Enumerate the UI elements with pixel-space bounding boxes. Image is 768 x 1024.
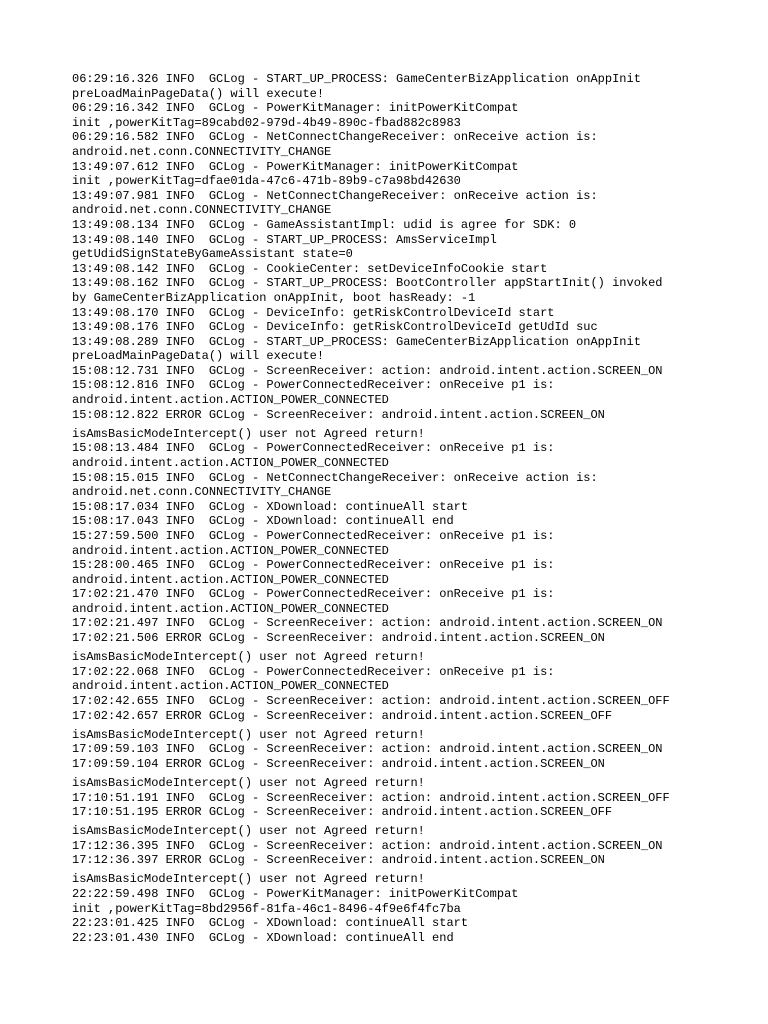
log-line: 17:02:42.657 ERROR GCLog - ScreenReceiver: android.intent.action.SCREEN_OFF: [72, 708, 613, 723]
log-line: 17:02:21.470 INFO GCLog - PowerConnectedReceiver: onReceive p1 is:: [72, 587, 555, 602]
log-line: 22:22:59.498 INFO GCLog - PowerKitManager: initPowerKitCompat: [72, 887, 519, 902]
log-line: android.intent.action.ACTION_POWER_CONNECTED: [72, 601, 389, 616]
log-line: 13:49:07.981 INFO GCLog - NetConnectChangeReceiver: onReceive action is:: [72, 188, 598, 203]
log-line: 15:08:13.484 INFO GCLog - PowerConnectedReceiver: onReceive p1 is:: [72, 441, 555, 456]
log-line: android.net.conn.CONNECTIVITY_CHANGE: [72, 144, 332, 159]
log-line: init ,powerKitTag=89cabd02-979d-4b49-890c-fbad882c8983: [72, 115, 461, 130]
log-line: 13:49:08.140 INFO GCLog - START_UP_PROCESS: AmsServiceImpl: [72, 232, 497, 247]
log-line: isAmsBasicModeIntercept() user not Agreed return!: [72, 426, 425, 441]
log-line: 22:23:01.425 INFO GCLog - XDownload: continueAll start: [72, 916, 469, 931]
log-line: 15:08:17.034 INFO GCLog - XDownload: continueAll start: [72, 499, 469, 514]
log-line: 15:08:12.731 INFO GCLog - ScreenReceiver: action: android.intent.action.SCREEN_ON: [72, 363, 663, 378]
log-line: 17:12:36.397 ERROR GCLog - ScreenReceiver: android.intent.action.SCREEN_ON: [72, 853, 605, 868]
log-line: preLoadMainPageData() will execute!: [72, 86, 325, 101]
log-text-block: [72, 72, 768, 945]
log-line: 13:49:08.170 INFO GCLog - DeviceInfo: getRiskControlDeviceId start: [72, 305, 555, 320]
log-line: 17:02:22.068 INFO GCLog - PowerConnectedReceiver: onReceive p1 is:: [72, 664, 555, 679]
log-line: 06:29:16.326 INFO GCLog - START_UP_PROCESS: GameCenterBizApplication onAppInit: [72, 72, 641, 86]
log-line: preLoadMainPageData() will execute!: [72, 349, 325, 364]
log-line: 06:29:16.582 INFO GCLog - NetConnectChangeReceiver: onReceive action is:: [72, 130, 598, 145]
log-line: 13:49:08.289 INFO GCLog - START_UP_PROCESS: GameCenterBizApplication onAppInit: [72, 334, 641, 349]
log-line: by GameCenterBizApplication onAppInit, boot hasReady: -1: [72, 290, 476, 305]
log-line: getUdidSignStateByGameAssistant state=0: [72, 247, 353, 262]
log-line: 17:10:51.191 INFO GCLog - ScreenReceiver: action: android.intent.action.SCREEN_OFF: [72, 790, 670, 805]
log-line: 13:49:08.162 INFO GCLog - START_UP_PROCESS: BootController appStartInit() invoked: [72, 276, 663, 291]
log-line: init ,powerKitTag=dfae01da-47c6-471b-89b9-c7a98bd42630: [72, 174, 461, 189]
log-line: isAmsBasicModeIntercept() user not Agreed return!: [72, 727, 425, 742]
log-line: isAmsBasicModeIntercept() user not Agreed return!: [72, 872, 425, 887]
log-line: isAmsBasicModeIntercept() user not Agreed return!: [72, 775, 425, 790]
log-line: isAmsBasicModeIntercept() user not Agreed return!: [72, 650, 425, 665]
log-line: 17:02:21.497 INFO GCLog - ScreenReceiver: action: android.intent.action.SCREEN_ON: [72, 616, 663, 631]
log-line: android.intent.action.ACTION_POWER_CONNECTED: [72, 393, 389, 408]
log-line: 15:08:12.816 INFO GCLog - PowerConnectedReceiver: onReceive p1 is:: [72, 378, 555, 393]
log-line: 17:02:21.506 ERROR GCLog - ScreenReceiver: android.intent.action.SCREEN_ON: [72, 631, 605, 646]
log-line: 06:29:16.342 INFO GCLog - PowerKitManager: initPowerKitCompat: [72, 101, 519, 116]
log-line: 15:27:59.500 INFO GCLog - PowerConnectedReceiver: onReceive p1 is:: [72, 528, 555, 543]
log-line: 17:10:51.195 ERROR GCLog - ScreenReceiver: android.intent.action.SCREEN_OFF: [72, 805, 613, 820]
log-line: android.net.conn.CONNECTIVITY_CHANGE: [72, 485, 332, 500]
log-line: 17:02:42.655 INFO GCLog - ScreenReceiver: action: android.intent.action.SCREEN_OFF: [72, 693, 670, 708]
log-line: 15:08:15.015 INFO GCLog - NetConnectChangeReceiver: onReceive action is:: [72, 470, 598, 485]
log-line: 15:28:00.465 INFO GCLog - PowerConnectedReceiver: onReceive p1 is:: [72, 558, 555, 573]
log-line: 13:49:08.142 INFO GCLog - CookieCenter: setDeviceInfoCookie start: [72, 261, 548, 276]
log-line: isAmsBasicModeIntercept() user not Agreed return!: [72, 824, 425, 839]
log-line: 13:49:08.176 INFO GCLog - DeviceInfo: getRiskControlDeviceId getUdId suc: [72, 320, 598, 335]
log-line: android.intent.action.ACTION_POWER_CONNECTED: [72, 543, 389, 558]
log-line: 17:09:59.104 ERROR GCLog - ScreenReceiver: android.intent.action.SCREEN_ON: [72, 756, 605, 771]
log-line: android.intent.action.ACTION_POWER_CONNECTED: [72, 679, 389, 694]
log-line: 22:23:01.430 INFO GCLog - XDownload: continueAll end: [72, 930, 454, 945]
log-line: android.intent.action.ACTION_POWER_CONNECTED: [72, 455, 389, 470]
log-line: android.net.conn.CONNECTIVITY_CHANGE: [72, 203, 332, 218]
log-line: 15:08:12.822 ERROR GCLog - ScreenReceiver: android.intent.action.SCREEN_ON: [72, 407, 605, 422]
log-line: 17:12:36.395 INFO GCLog - ScreenReceiver: action: android.intent.action.SCREEN_ON: [72, 838, 663, 853]
log-line: 13:49:07.612 INFO GCLog - PowerKitManager: initPowerKitCompat: [72, 159, 519, 174]
log-line: 13:49:08.134 INFO GCLog - GameAssistantImpl: udid is agree for SDK: 0: [72, 217, 577, 232]
log-line: 15:08:17.043 INFO GCLog - XDownload: continueAll end: [72, 514, 454, 529]
log-line: 17:09:59.103 INFO GCLog - ScreenReceiver: action: android.intent.action.SCREEN_ON: [72, 742, 663, 757]
log-line: android.intent.action.ACTION_POWER_CONNECTED: [72, 572, 389, 587]
log-line: init ,powerKitTag=8bd2956f-81fa-46c1-8496-4f9e6f4fc7ba: [72, 901, 461, 916]
